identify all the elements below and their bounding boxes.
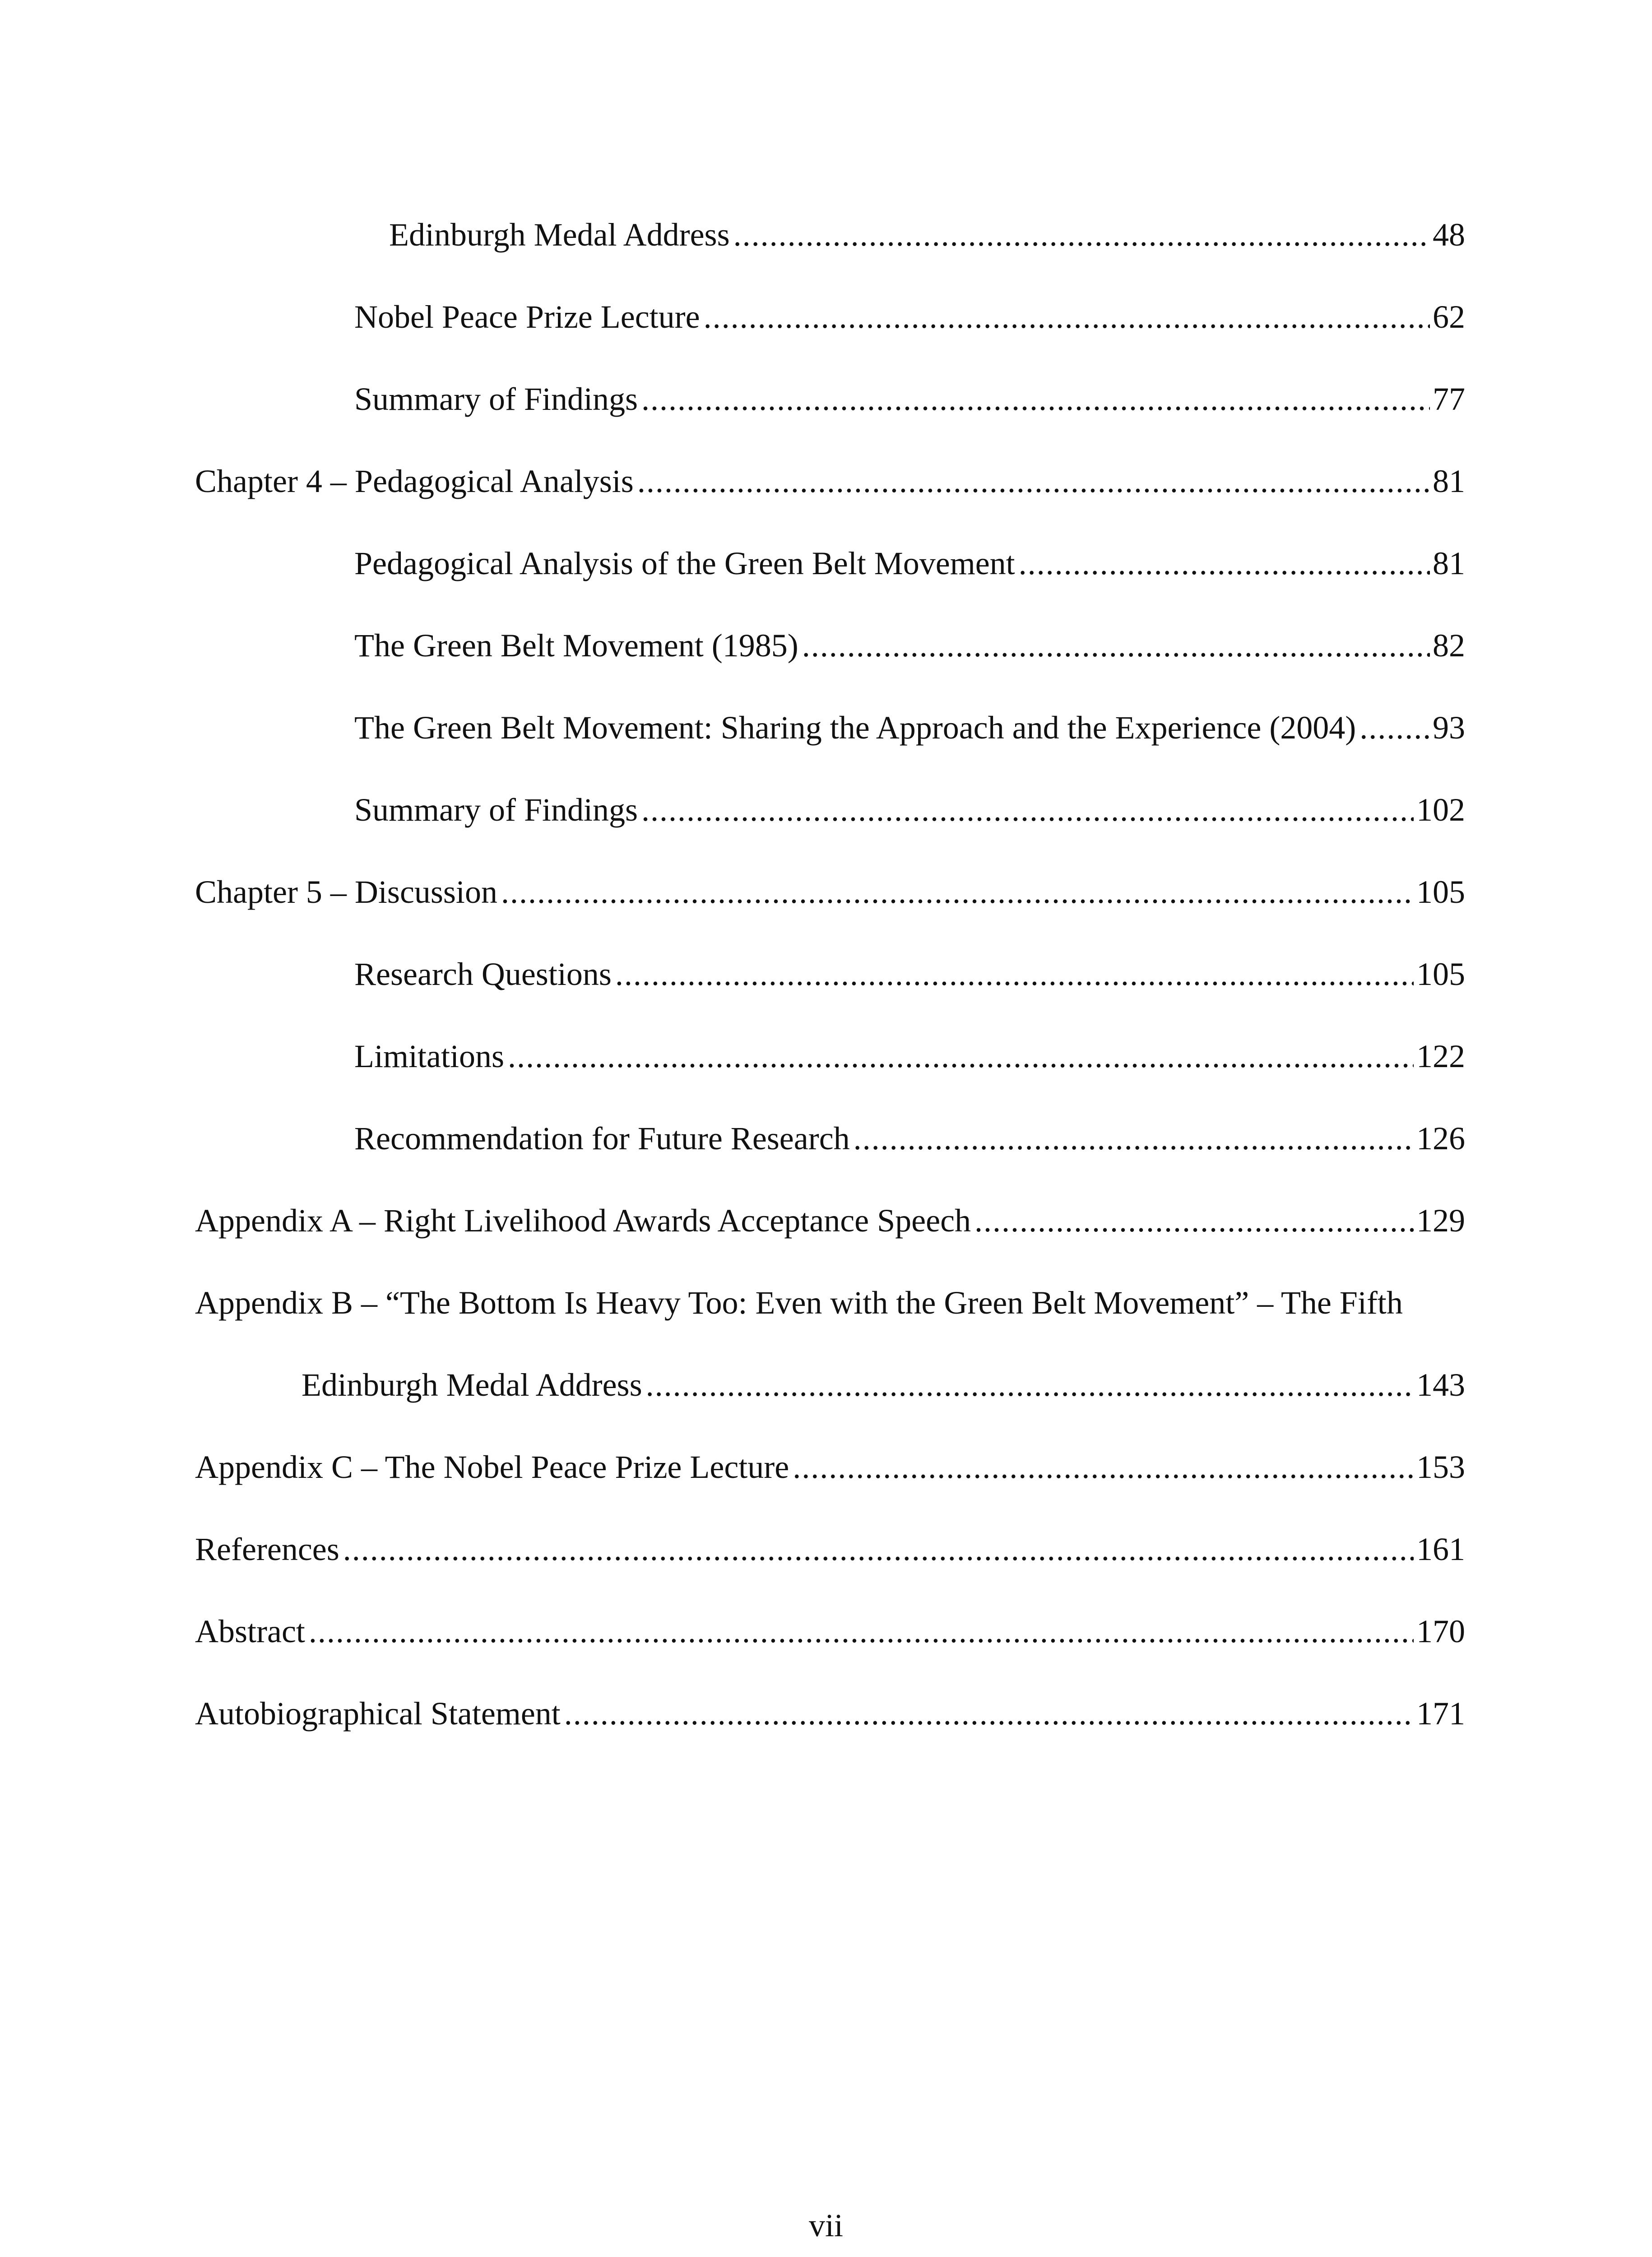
dot-leader [641,783,1414,837]
toc-entry-page: 129 [1416,1203,1465,1239]
toc-entry [354,372,1465,426]
dot-leader [802,618,1430,673]
toc-entry-page: 126 [1416,1120,1465,1156]
toc-entry-page: 81 [1433,545,1465,581]
dot-leader [974,1194,1414,1248]
toc-chapter-entry [195,1440,1465,1494]
dot-leader [501,865,1414,919]
toc-entry-page: 82 [1433,627,1465,664]
toc-entry-title: The Green Belt Movement (1985) [354,627,798,664]
page-number: vii [808,2207,843,2243]
toc-chapter-entry [195,1194,1465,1248]
toc-entry-title: Appendix C – The Nobel Peace Prize Lecture [195,1449,789,1485]
toc-entry-page: 77 [1433,381,1465,417]
dot-leader [793,1440,1414,1494]
toc-entry-title: Appendix B – “The Bottom Is Heavy Too: Even with the Green Belt Movement” – The Fifth [195,1285,1403,1321]
toc-entry-page: 81 [1433,463,1465,499]
toc-entry-title: References [195,1531,339,1567]
toc-entry-title: Appendix A – Right Livelihood Awards Acceptance Speech [195,1203,971,1239]
toc-entry [354,701,1465,755]
toc-entry [354,618,1465,673]
toc-entry-title: Nobel Peace Prize Lecture [354,299,700,335]
toc-entry [389,208,1465,262]
dot-leader [637,454,1430,508]
toc-entry-title: Edinburgh Medal Address [389,217,730,253]
toc-entry-page: 105 [1416,874,1465,910]
toc-entry-page: 48 [1433,217,1465,253]
dot-leader [309,1604,1414,1658]
toc-chapter-entry [195,1522,1465,1576]
toc-entry [354,1111,1465,1166]
toc-entry [354,1029,1465,1083]
toc-entry-title: The Green Belt Movement: Sharing the Approach and the Experience (2004) [354,710,1356,746]
toc-entry-page: 105 [1416,956,1465,992]
dot-leader [343,1522,1414,1576]
toc-entry-page: 93 [1433,710,1465,746]
toc-entry [354,947,1465,1001]
toc-entry-page: 122 [1416,1038,1465,1074]
toc-entry-title: Limitations [354,1038,504,1074]
toc-entry-page: 171 [1416,1695,1465,1732]
toc-entry-title: Pedagogical Analysis of the Green Belt Movement [354,545,1015,581]
toc-entry-page: 170 [1416,1613,1465,1649]
toc-entry-page: 143 [1416,1367,1465,1403]
toc-entry-page: 102 [1416,792,1465,828]
toc-entry-title: Edinburgh Medal Address [302,1367,642,1403]
toc-chapter-entry [195,454,1465,508]
toc-entry-title: Summary of Findings [354,381,638,417]
toc-chapter-entry [195,1276,1465,1330]
toc-entry-page: 62 [1433,299,1465,335]
dot-leader [646,1358,1414,1412]
toc-entry-page: 153 [1416,1449,1465,1485]
toc-chapter-entry [195,1686,1465,1741]
toc-entry-title: Autobiographical Statement [195,1695,561,1732]
toc-entry [354,783,1465,837]
dot-leader [1019,536,1430,590]
dot-leader [615,947,1414,1001]
toc-entry-title: Chapter 4 – Pedagogical Analysis [195,463,634,499]
toc-chapter-entry [195,865,1465,919]
toc-entry-continuation [302,1358,1465,1412]
dot-leader [854,1111,1414,1166]
toc-entry-title: Chapter 5 – Discussion [195,874,497,910]
toc-entry-title: Summary of Findings [354,792,638,828]
dot-leader [564,1686,1414,1741]
toc-entry [354,536,1465,590]
dot-leader [733,208,1430,262]
toc-entry-page: 161 [1416,1531,1465,1567]
dot-leader [704,290,1430,344]
dot-leader [508,1029,1414,1083]
dot-leader [641,372,1430,426]
toc-entry [354,290,1465,344]
dot-leader [1360,701,1430,755]
toc-entry-title: Research Questions [354,956,612,992]
toc-chapter-entry [195,1604,1465,1658]
toc-entry-title: Abstract [195,1613,305,1649]
toc-entry-title: Recommendation for Future Research [354,1120,850,1156]
